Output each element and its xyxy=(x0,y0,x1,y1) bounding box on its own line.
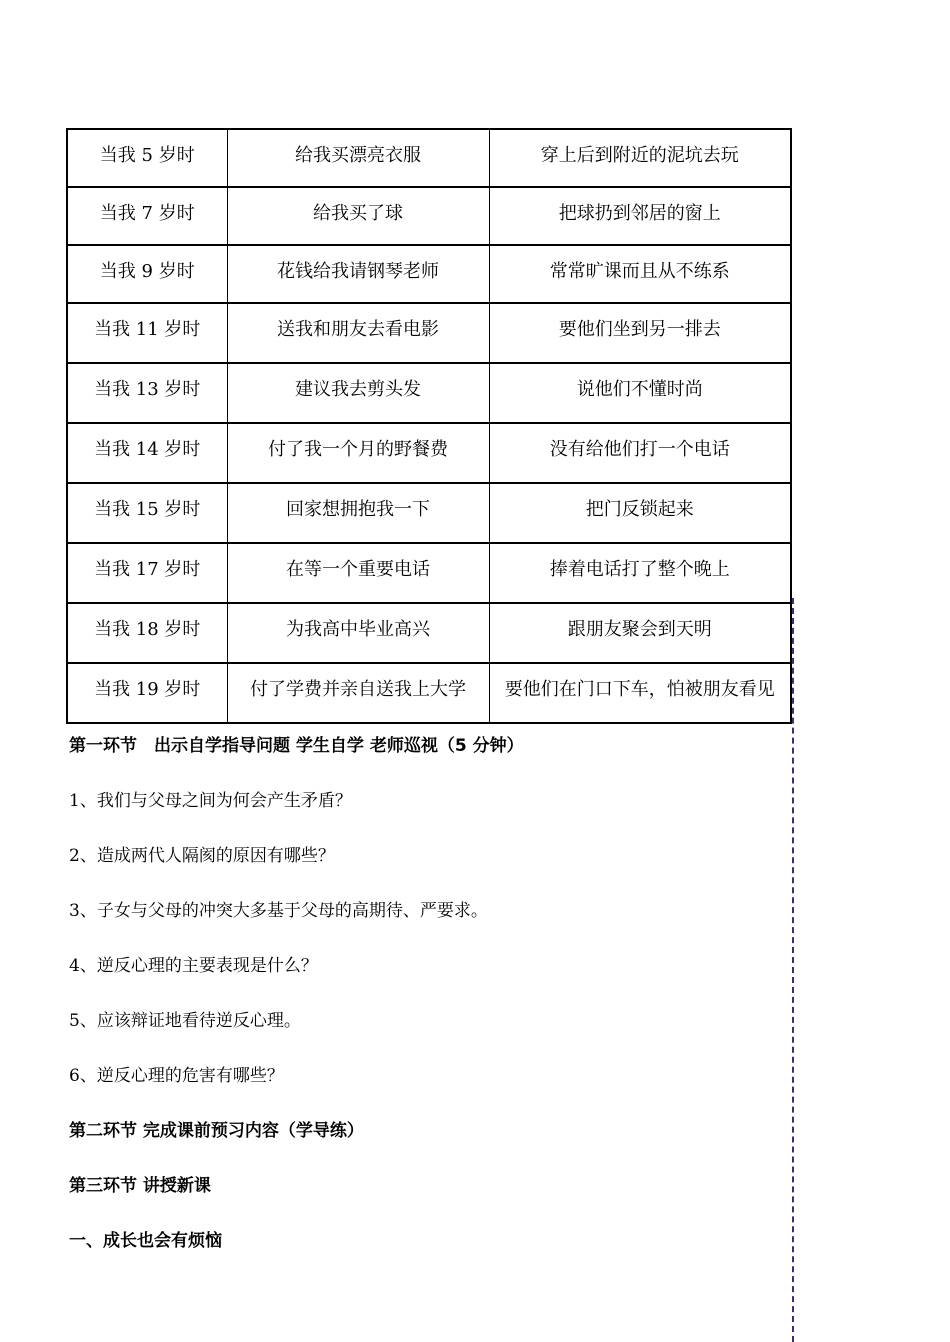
my-response-cell: 没有给他们打一个电话 xyxy=(489,423,791,483)
question-item: 4、逆反心理的主要表现是什么？ xyxy=(69,956,318,976)
table-row xyxy=(67,363,791,423)
parents-action-cell: 给我买了球 xyxy=(227,187,489,245)
table-row xyxy=(67,303,791,363)
question-item: 5、应该辩证地看待逆反心理。 xyxy=(69,1011,301,1031)
my-response-cell: 要他们在门口下车，怕被朋友看见 xyxy=(489,663,791,723)
section1-heading: 第一环节 出示自学指导问题 学生自学 老师巡视（5 分钟） xyxy=(69,736,524,756)
age-cell: 当我 7 岁时 xyxy=(67,187,227,245)
age-cell: 当我 17 岁时 xyxy=(67,543,227,603)
question-item: 6、逆反心理的危害有哪些？ xyxy=(69,1066,284,1086)
my-response-cell: 穿上后到附近的泥坑去玩 xyxy=(489,129,791,187)
my-response-cell: 跟朋友聚会到天明 xyxy=(489,603,791,663)
question-item: 3、子女与父母的冲突大多基于父母的高期待、严要求。 xyxy=(69,901,488,921)
parents-action-cell: 给我买漂亮衣服 xyxy=(227,129,489,187)
my-response-cell: 说他们不懂时尚 xyxy=(489,363,791,423)
age-comparison-table xyxy=(66,128,792,724)
question-item: 1、我们与父母之间为何会产生矛盾？ xyxy=(69,791,352,811)
age-cell: 当我 13 岁时 xyxy=(67,363,227,423)
age-cell: 当我 15 岁时 xyxy=(67,483,227,543)
my-response-cell: 常常旷课而且从不练系 xyxy=(489,245,791,303)
table-row xyxy=(67,129,791,187)
table-row xyxy=(67,543,791,603)
age-cell: 当我 11 岁时 xyxy=(67,303,227,363)
age-cell: 当我 5 岁时 xyxy=(67,129,227,187)
parents-action-cell: 为我高中毕业高兴 xyxy=(227,603,489,663)
my-response-cell: 把门反锁起来 xyxy=(489,483,791,543)
parents-action-cell: 付了我一个月的野餐费 xyxy=(227,423,489,483)
age-cell: 当我 19 岁时 xyxy=(67,663,227,723)
question-item: 2、造成两代人隔阂的原因有哪些？ xyxy=(69,846,335,866)
table-row xyxy=(67,663,791,723)
parents-action-cell: 付了学费并亲自送我上大学 xyxy=(227,663,489,723)
table-row xyxy=(67,245,791,303)
parents-action-cell: 花钱给我请钢琴老师 xyxy=(227,245,489,303)
binding-guide-line xyxy=(792,598,794,1342)
section3-heading: 第三环节 讲授新课 xyxy=(69,1176,211,1196)
age-cell: 当我 9 岁时 xyxy=(67,245,227,303)
table-row xyxy=(67,187,791,245)
section3-subheading: 一、成长也会有烦恼 xyxy=(69,1231,222,1251)
table-row xyxy=(67,603,791,663)
age-cell: 当我 14 岁时 xyxy=(67,423,227,483)
parents-action-cell: 送我和朋友去看电影 xyxy=(227,303,489,363)
my-response-cell: 要他们坐到另一排去 xyxy=(489,303,791,363)
parents-action-cell: 建议我去剪头发 xyxy=(227,363,489,423)
section2-heading: 第二环节 完成课前预习内容（学导练） xyxy=(69,1121,364,1141)
parents-action-cell: 在等一个重要电话 xyxy=(227,543,489,603)
table-row xyxy=(67,483,791,543)
parents-action-cell: 回家想拥抱我一下 xyxy=(227,483,489,543)
table-row xyxy=(67,423,791,483)
age-cell: 当我 18 岁时 xyxy=(67,603,227,663)
my-response-cell: 捧着电话打了整个晚上 xyxy=(489,543,791,603)
my-response-cell: 把球扔到邻居的窗上 xyxy=(489,187,791,245)
